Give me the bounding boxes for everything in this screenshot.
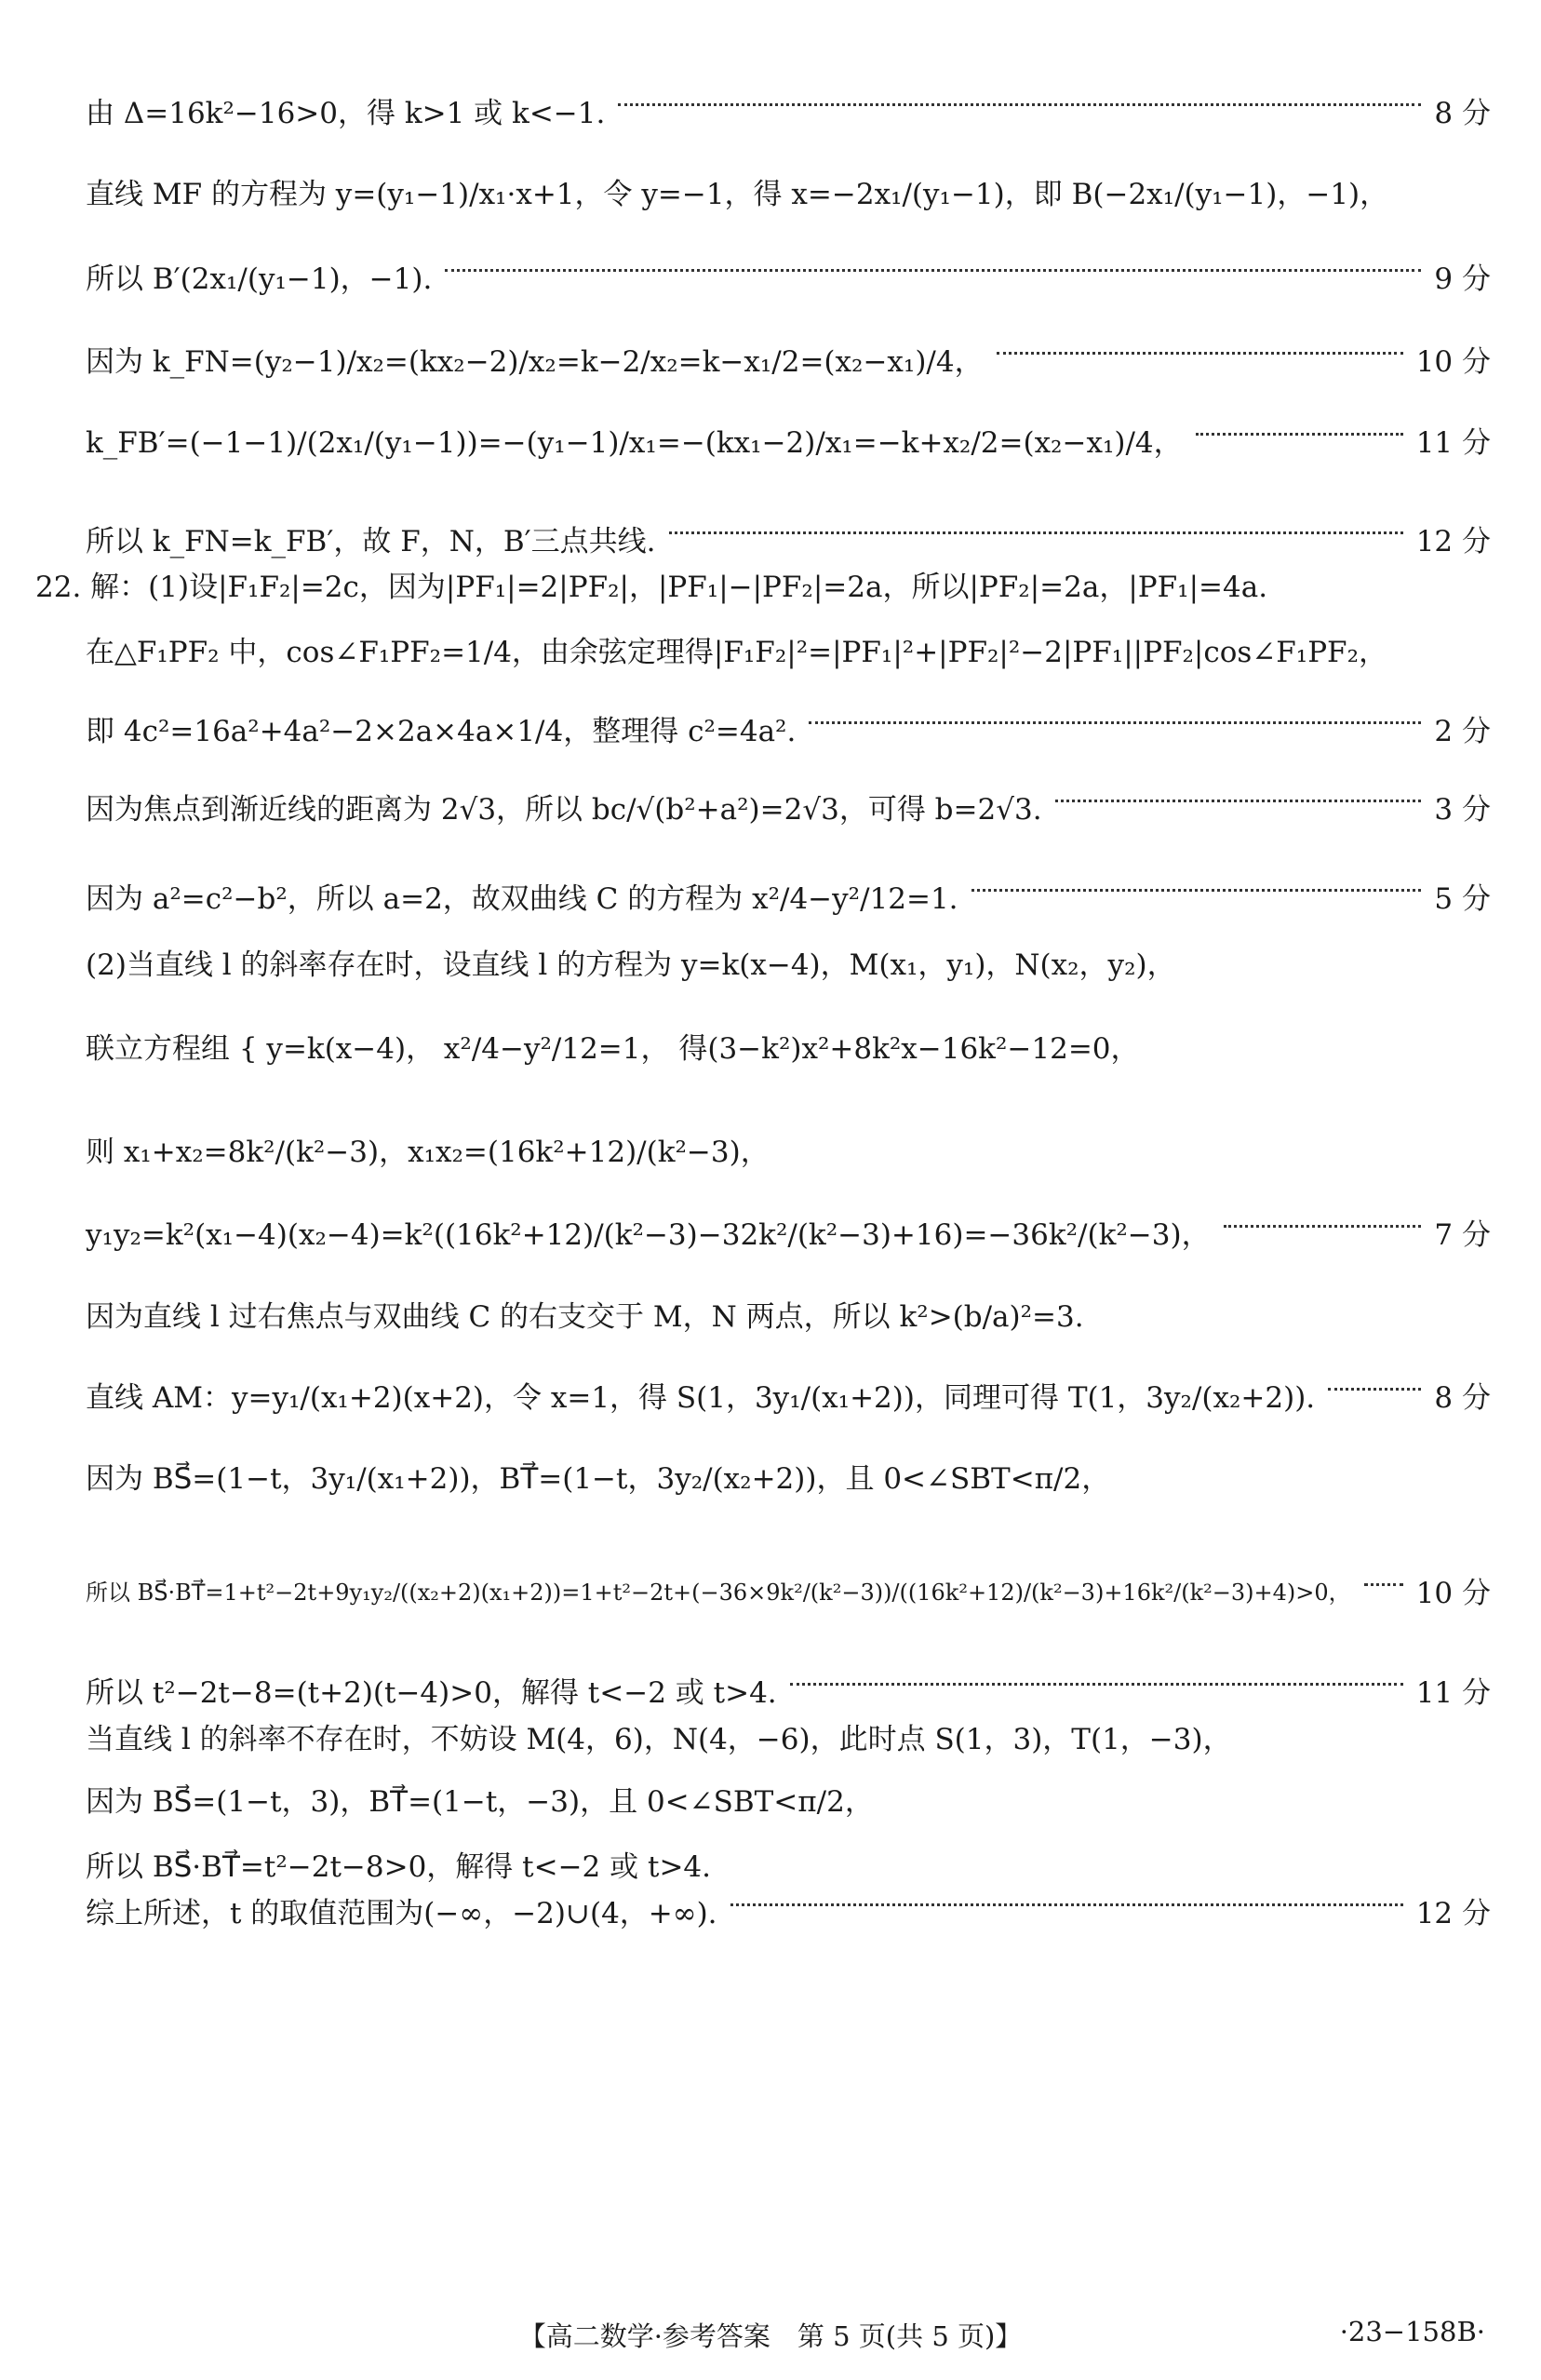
page-footer: [0, 2316, 1541, 2362]
line-text: 综上所述，t 的取值范围为(−∞，−2)∪(4，+∞).: [86, 1897, 717, 1930]
solution-line: [86, 941, 1491, 983]
score-mark: 7 分: [1434, 1218, 1491, 1252]
solution-line: [86, 518, 1491, 559]
line-text: 因为直线 l 过右焦点与双曲线 C 的右支交于 M，N 两点，所以 k²>(b/a)²=3.: [86, 1300, 1084, 1334]
solution-line: [86, 1889, 1491, 1931]
solution-line: [86, 255, 1491, 297]
dot-leader: [730, 1903, 1403, 1906]
solution-line: [86, 1715, 1491, 1757]
line-text: 所以 B′(2x₁/(y₁−1)，−1).: [86, 262, 433, 296]
line-text: 由 Δ=16k²−16>0，得 k>1 或 k<−1.: [86, 97, 606, 130]
line-text: 直线 AM：y=y₁/(x₁+2)(x+2)，令 x=1，得 S(1，3y₁/(x₁+2))，同理可得 T(1，3y₂/(x₂+2)).: [86, 1381, 1316, 1415]
score-mark: 11 分: [1415, 426, 1491, 460]
line-text: 所以 BS⃗·BT⃗=1+t²−2t+9y₁y₂/((x₂+2)(x₁+2))=1+t²−2t+(−36×9k²/(k²−3))/((16k²+12)/(k²−3)+16k²/(k²−3)+4)>0，: [86, 1580, 1351, 1606]
footer-title: 【高二数学·参考答案 第 5 页(共 5 页)】: [518, 2320, 1023, 2352]
line-text: 因为 a²=c²−b²，所以 a=2，故双曲线 C 的方程为 x²/4−y²/12=1.: [86, 882, 958, 916]
line-text: 在△F₁PF₂ 中，cos∠F₁PF₂=1/4，由余弦定理得|F₁F₂|²=|PF₁|²+|PF₂|²−2|PF₁||PF₂|cos∠F₁PF₂，: [86, 636, 1387, 669]
dot-leader: [1364, 1583, 1403, 1586]
line-text: 因为 BS⃗=(1−t，3y₁/(x₁+2))，BT⃗=(1−t，3y₂/(x₂+2))，且 0<∠SBT<π/2，: [86, 1462, 1111, 1496]
score-mark: 11 分: [1415, 1676, 1491, 1710]
score-mark: 9 分: [1434, 262, 1491, 296]
dot-leader: [1224, 1225, 1422, 1228]
dot-leader: [445, 269, 1421, 272]
score-mark: 3 分: [1434, 793, 1491, 827]
dot-leader: [1196, 433, 1403, 436]
solution-line: [86, 707, 1491, 749]
solution-line: [86, 1778, 1491, 1820]
line-text: k_FB′=(−1−1)/(2x₁/(y₁−1))=−(y₁−1)/x₁=−(kx₁−2)/x₁=−k+x₂/2=(x₂−x₁)/4，: [86, 426, 1183, 460]
dot-leader: [997, 352, 1403, 355]
solution-line: [86, 1211, 1491, 1253]
score-mark: 10 分: [1415, 345, 1491, 379]
line-text: 所以 t²−2t−8=(t+2)(t−4)>0，解得 t<−2 或 t>4.: [86, 1676, 777, 1710]
line-text: 22. 解：(1)设|F₁F₂|=2c，因为|PF₁|=2|PF₂|，|PF₁|−|PF₂|=2a，所以|PF₂|=2a，|PF₁|=4a.: [35, 571, 1268, 604]
dot-leader: [618, 103, 1421, 106]
dot-leader: [669, 531, 1403, 534]
dot-leader: [809, 721, 1421, 724]
line-text: 当直线 l 的斜率不存在时，不妨设 M(4，6)，N(4，−6)，此时点 S(1，3)，T(1，−3)，: [86, 1723, 1232, 1756]
score-mark: 12 分: [1415, 1897, 1491, 1930]
line-text: 所以 k_FN=k_FB′，故 F，N，B′三点共线.: [86, 525, 656, 558]
solution-line: [86, 628, 1491, 670]
solution-line: [86, 170, 1491, 212]
score-mark: 8 分: [1434, 97, 1491, 130]
solution-line: [86, 1374, 1491, 1416]
solution-line: [86, 338, 1491, 380]
line-text: 直线 MF 的方程为 y=(y₁−1)/x₁·x+1，令 y=−1，得 x=−2x₁/(y₁−1)，即 B(−2x₁/(y₁−1)，−1)，: [86, 178, 1389, 211]
score-mark: 10 分: [1415, 1577, 1491, 1610]
line-text: y₁y₂=k²(x₁−4)(x₂−4)=k²((16k²+12)/(k²−3)−32k²/(k²−3)+16)=−36k²/(k²−3)，: [86, 1218, 1211, 1252]
solution-line: [86, 875, 1491, 917]
line-text: 所以 BS⃗·BT⃗=t²−2t−8>0，解得 t<−2 或 t>4.: [86, 1850, 711, 1884]
score-mark: 2 分: [1434, 715, 1491, 748]
solution-line: [86, 1569, 1491, 1611]
solution-line: [86, 1293, 1491, 1335]
solution-line: [86, 89, 1491, 131]
solution-line: [86, 1025, 1491, 1067]
footer-code: ·23−158B·: [1339, 2316, 1485, 2347]
solution-line: [35, 563, 1491, 605]
score-mark: 12 分: [1415, 525, 1491, 558]
dot-leader: [790, 1683, 1403, 1686]
line-text: 因为 k_FN=(y₂−1)/x₂=(kx₂−2)/x₂=k−2/x₂=k−x₁/2=(x₂−x₁)/4，: [86, 345, 984, 379]
dot-leader: [1055, 800, 1422, 802]
line-text: (2)当直线 l 的斜率存在时，设直线 l 的方程为 y=k(x−4)，M(x₁，y₁)，N(x₂，y₂)，: [86, 948, 1176, 982]
score-mark: 8 分: [1434, 1381, 1491, 1415]
solution-line: [86, 1669, 1491, 1711]
solution-line: [86, 786, 1491, 827]
line-text: 因为 BS⃗=(1−t，3)，BT⃗=(1−t，−3)，且 0<∠SBT<π/2，: [86, 1785, 874, 1819]
line-text: 联立方程组 { y=k(x−4)， x²/4−y²/12=1， 得(3−k²)x²+8k²x−16k²−12=0，: [86, 1032, 1140, 1066]
solution-line: [86, 1843, 1491, 1885]
dot-leader: [1328, 1388, 1421, 1391]
line-text: 即 4c²=16a²+4a²−2×2a×4a×1/4，整理得 c²=4a².: [86, 715, 797, 748]
dot-leader: [972, 889, 1422, 892]
line-text: 则 x₁+x₂=8k²/(k²−3)，x₁x₂=(16k²+12)/(k²−3)，: [86, 1136, 770, 1169]
line-text: 因为焦点到渐近线的距离为 2√3，所以 bc/√(b²+a²)=2√3，可得 b=2√3.: [86, 793, 1042, 827]
solution-line: [86, 1455, 1491, 1497]
solution-line: [86, 419, 1491, 461]
score-mark: 5 分: [1434, 882, 1491, 916]
solution-line: [86, 1128, 1491, 1170]
